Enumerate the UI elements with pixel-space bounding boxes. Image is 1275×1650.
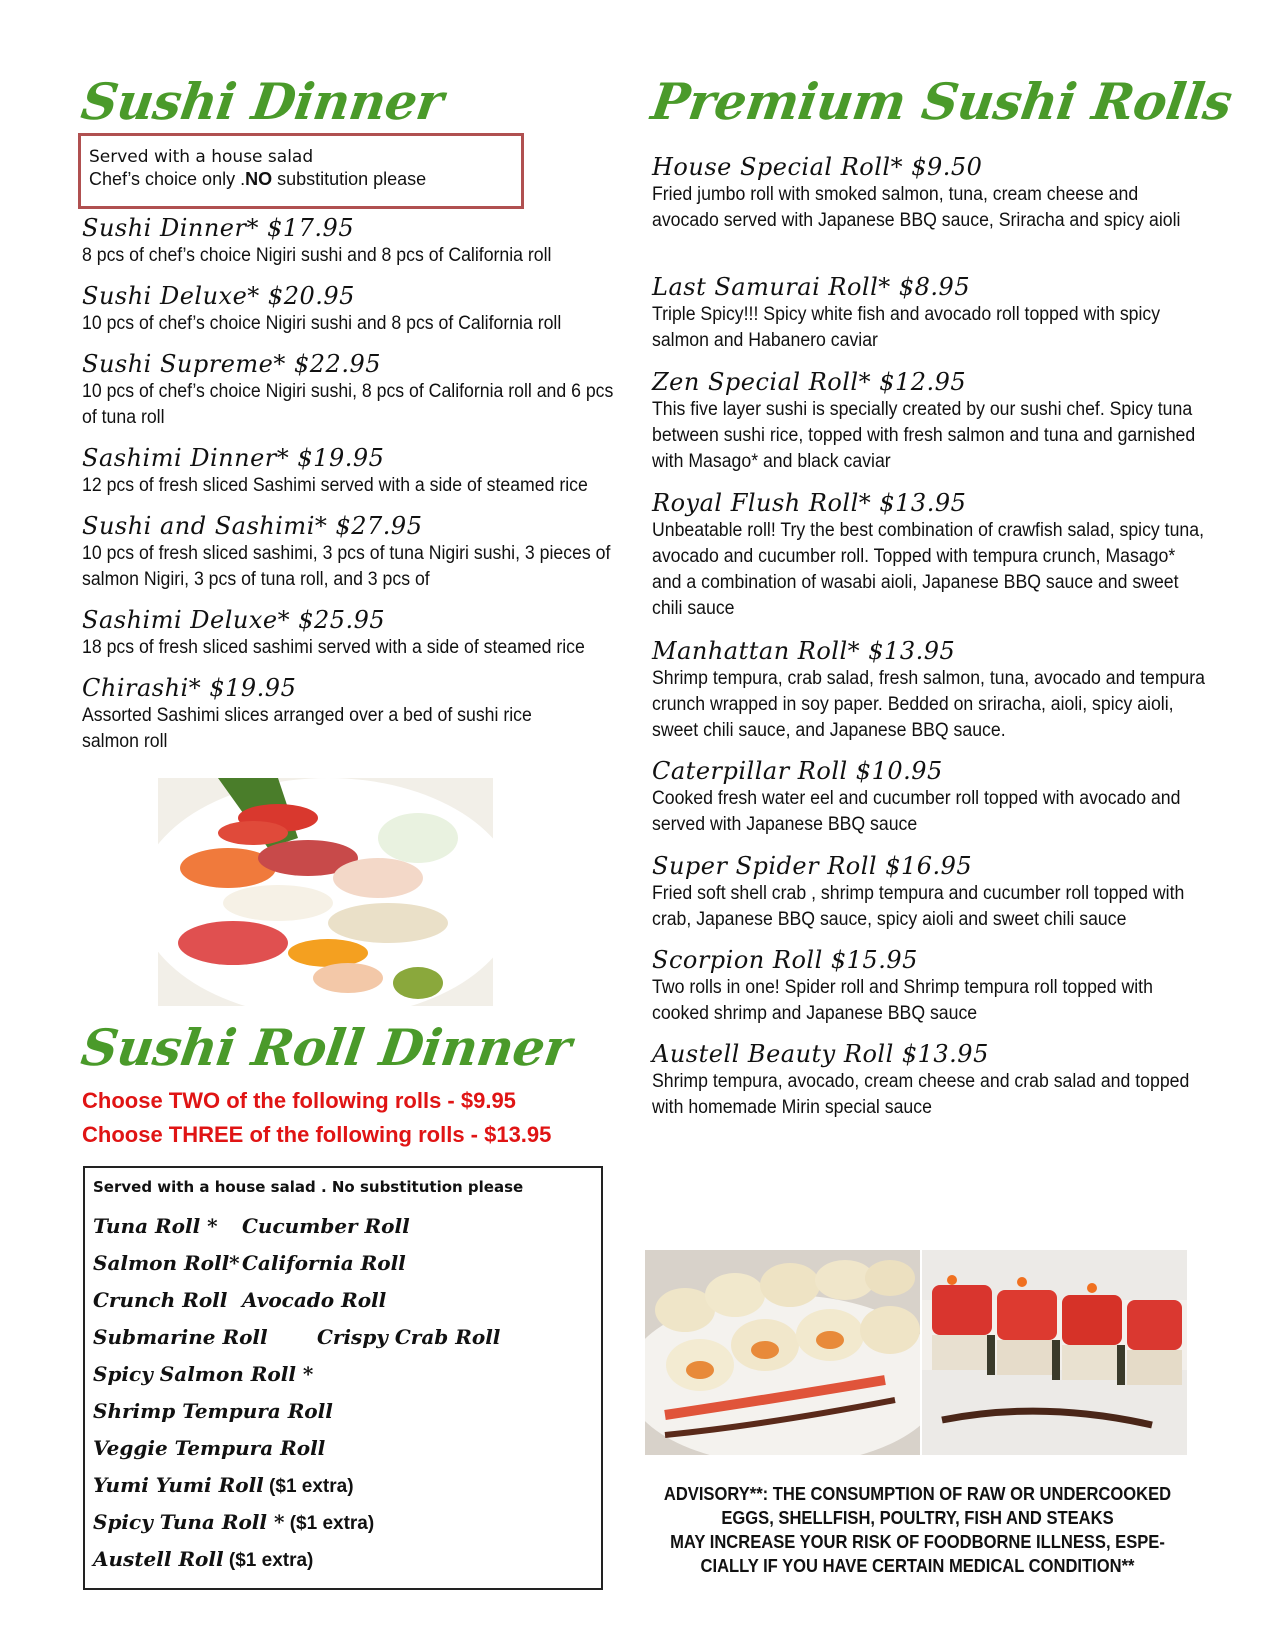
roll-photo-right — [922, 1250, 1187, 1455]
item-desc: Fried jumbo roll with smoked salmon, tuna, cream cheese and avocado served with Japanese BBQ sauce, Sriracha and spicy aioli — [652, 184, 1181, 231]
item-name: Austell Beauty Roll $13.95 — [652, 1040, 989, 1068]
advisory-line-1: ADVISORY**: THE CONSUMPTION OF RAW OR UNDERCOOKED — [663, 1484, 1172, 1504]
menu-item-last-samurai — [652, 272, 1207, 354]
menu-item-sushi-dinner — [82, 213, 622, 269]
item-desc: Cooked fresh water eel and cucumber roll topped with avocado and served with Japanese BBQ sauce — [652, 788, 1181, 835]
item-name: Manhattan Roll* $13.95 — [652, 637, 956, 665]
note-chefs-choice: Chef’s choice only .NO substitution please — [89, 169, 427, 189]
roll-spicy-tuna: Spicy Tuna Roll * ($1 extra) — [93, 1510, 375, 1534]
item-desc: Assorted Sashimi slices arranged over a bed of sushi rice salmon roll — [82, 705, 532, 752]
roll-yumi-yumi: Yumi Yumi Roll ($1 extra) — [93, 1473, 354, 1497]
item-desc: Triple Spicy!!! Spicy white fish and avocado roll topped with spicy salmon and Habanero caviar — [652, 304, 1161, 351]
sushi-roll-dinner-title: Sushi Roll Dinner — [77, 1018, 575, 1077]
menu-item-scorpion — [652, 945, 1207, 1027]
item-desc: 10 pcs of chef’s choice Nigiri sushi, 8 pcs of California roll and 6 pcs of tuna roll — [82, 381, 614, 428]
roll-photo-left — [645, 1250, 920, 1455]
roll-california: California Roll — [242, 1251, 406, 1275]
menu-item-royal-flush — [652, 488, 1207, 622]
item-desc: Unbeatable roll! Try the best combination of crawfish salad, spicy tuna, avocado and cucumber roll. Topped with tempura crunch, Masago* and a combination of wasabi aioli, Japanese BBQ sauce and sweet chili sauce — [652, 520, 1204, 619]
roll-box-note: Served with a house salad . No substitution please — [93, 1178, 524, 1196]
roll-avocado: Avocado Roll — [242, 1288, 387, 1312]
item-name: House Special Roll* $9.50 — [652, 153, 983, 181]
menu-item-austell-beauty — [652, 1039, 1207, 1121]
item-name: Caterpillar Roll $10.95 — [652, 757, 943, 785]
item-name: Sushi Supreme* $22.95 — [82, 350, 381, 378]
item-desc: Two rolls in one! Spider roll and Shrimp tempura roll topped with cooked shrimp and Japanese BBQ sauce — [652, 977, 1153, 1024]
roll-crispy-crab: Crispy Crab Roll — [317, 1325, 501, 1349]
menu-item-sashimi-deluxe — [82, 605, 622, 661]
sashimi-platter-photo — [158, 778, 493, 1006]
health-advisory — [653, 1482, 1182, 1578]
roll-veggie-tempura: Veggie Tempura Roll — [93, 1436, 326, 1460]
menu-item-sushi-supreme — [82, 349, 622, 431]
item-desc: 10 pcs of chef’s choice Nigiri sushi and 8 pcs of California roll — [82, 313, 562, 334]
menu-item-super-spider — [652, 851, 1207, 933]
menu-item-zen-special — [652, 367, 1207, 475]
roll-tuna: Tuna Roll * — [93, 1214, 218, 1238]
item-name: Zen Special Roll* $12.95 — [652, 368, 967, 396]
premium-rolls-title: Premium Sushi Rolls — [647, 72, 1236, 131]
roll-austell: Austell Roll ($1 extra) — [93, 1547, 314, 1571]
menu-item-sushi-deluxe — [82, 281, 622, 337]
advisory-line-4: CIALLY IF YOU HAVE CERTAIN MEDICAL CONDITION** — [700, 1556, 1135, 1576]
sushi-dinner-title: Sushi Dinner — [77, 72, 447, 131]
item-name: Chirashi* $19.95 — [82, 674, 297, 702]
item-name: Royal Flush Roll* $13.95 — [652, 489, 967, 517]
advisory-line-2: EGGS, SHELLFISH, POULTRY, FISH AND STEAKS — [721, 1508, 1114, 1528]
item-desc: 10 pcs of fresh sliced sashimi, 3 pcs of tuna Nigiri sushi, 3 pieces of salmon Nigiri, 3 pcs of tuna roll, and 3 pcs of — [82, 543, 611, 590]
item-name: Sushi Dinner* $17.95 — [82, 214, 355, 242]
item-desc: 18 pcs of fresh sliced sashimi served with a side of steamed rice — [82, 637, 585, 658]
item-name: Last Samurai Roll* $8.95 — [652, 273, 971, 301]
roll-cucumber: Cucumber Roll — [242, 1214, 410, 1238]
item-name: Sashimi Deluxe* $25.95 — [82, 606, 386, 634]
item-name: Sushi and Sashimi* $27.95 — [82, 512, 423, 540]
menu-item-chirashi — [82, 673, 562, 755]
roll-crunch: Crunch Roll — [93, 1288, 228, 1312]
item-name: Scorpion Roll $15.95 — [652, 946, 918, 974]
sushi-dinner-note-box — [78, 133, 524, 209]
item-desc: 12 pcs of fresh sliced Sashimi served with a side of steamed rice — [82, 475, 588, 496]
item-desc: Shrimp tempura, avocado, cream cheese and crab salad and topped with homemade Mirin special sauce — [652, 1071, 1190, 1118]
item-name: Super Spider Roll $16.95 — [652, 852, 973, 880]
item-desc: Shrimp tempura, crab salad, fresh salmon, tuna, avocado and tempura crunch wrapped in soy paper. Bedded on sriracha, aioli, spicy aioli, sweet chili sauce, and Japanese BBQ sauce. — [652, 668, 1205, 741]
menu-item-sashimi-dinner — [82, 443, 622, 499]
item-desc: Fried soft shell crab , shrimp tempura and cucumber roll topped with crab, Japanese BBQ sauce, spicy aioli and sweet chili sauce — [652, 883, 1185, 930]
menu-item-manhattan — [652, 636, 1207, 744]
advisory-line-3: MAY INCREASE YOUR RISK OF FOODBORNE ILLNESS, ESPE- — [670, 1532, 1165, 1552]
item-name: Sushi Deluxe* $20.95 — [82, 282, 355, 310]
menu-item-caterpillar — [652, 756, 1207, 838]
roll-submarine: Submarine Roll — [93, 1325, 268, 1349]
menu-item-sushi-and-sashimi — [82, 511, 622, 593]
promo-two-rolls: Choose TWO of the following rolls - $9.95 — [82, 1088, 516, 1113]
item-desc: 8 pcs of chef’s choice Nigiri sushi and 8 pcs of California roll — [82, 245, 552, 266]
item-desc: This five layer sushi is specially created by our sushi chef. Spicy tuna between sushi rice, topped with fresh salmon and tuna and garnished with Masago* and black caviar — [652, 399, 1196, 472]
roll-salmon: Salmon Roll* — [93, 1251, 240, 1275]
promo-three-rolls: Choose THREE of the following rolls - $13.95 — [82, 1122, 552, 1147]
roll-spicy-salmon: Spicy Salmon Roll * — [93, 1362, 314, 1386]
roll-shrimp-tempura: Shrimp Tempura Roll — [93, 1399, 333, 1423]
note-served-with-salad: Served with a house salad — [89, 147, 314, 167]
menu-item-house-special — [652, 152, 1207, 234]
item-name: Sashimi Dinner* $19.95 — [82, 444, 385, 472]
roll-choices-box — [83, 1166, 603, 1590]
